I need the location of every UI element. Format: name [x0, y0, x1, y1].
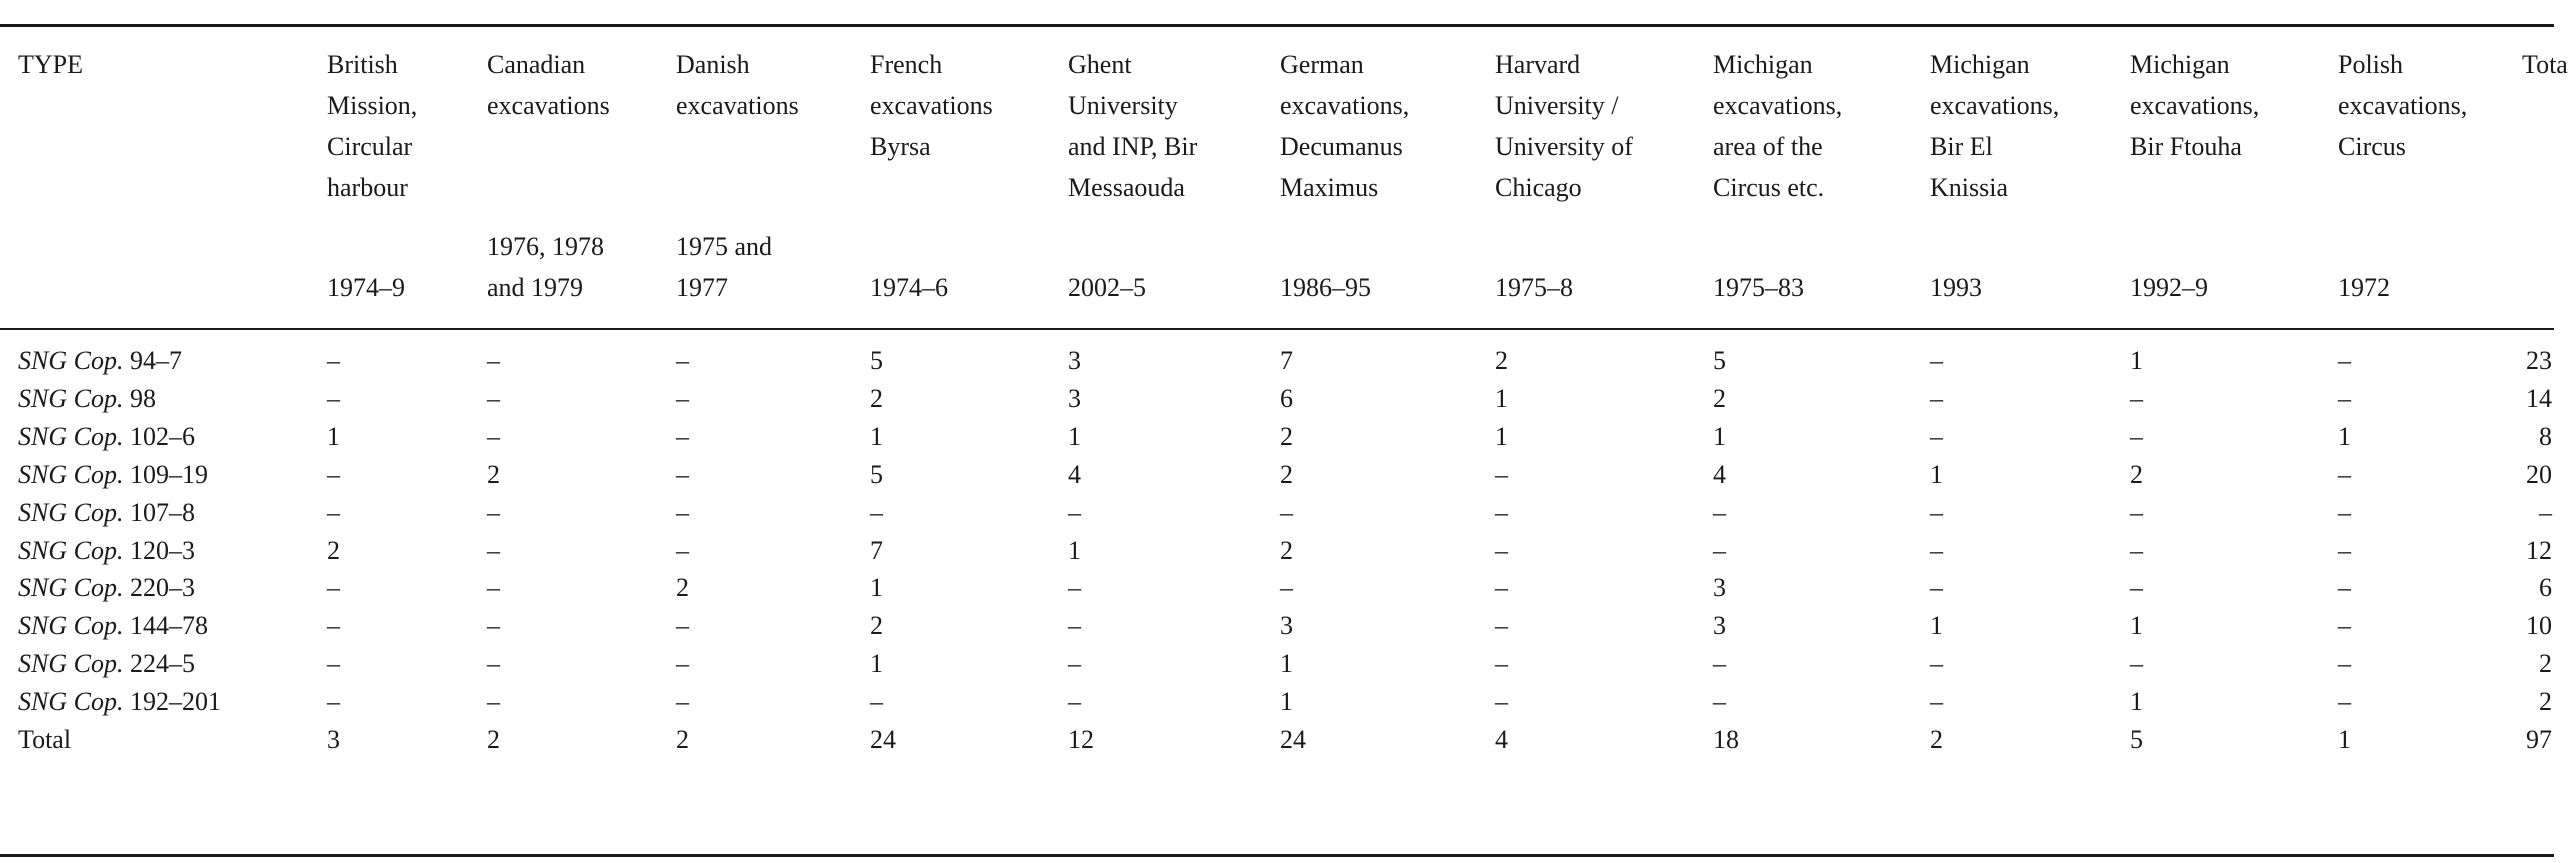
column-header-line: Danish	[676, 50, 750, 79]
count-cell: –	[1280, 573, 1293, 602]
count-cell: –	[2130, 498, 2143, 527]
column-header-line: Byrsa	[870, 132, 931, 161]
column-header-1	[327, 44, 417, 208]
count-cell: 1	[2130, 346, 2143, 375]
column-header-line: Bir Ftouha	[2130, 132, 2242, 161]
column-header-line: University	[1068, 91, 1178, 120]
type-cell	[18, 721, 71, 758]
sng-cop-label: SNG Cop.	[18, 611, 124, 640]
count-cell: –	[487, 649, 500, 678]
count-cell: 1	[1495, 384, 1508, 413]
table-row	[0, 645, 2554, 682]
count-cell: –	[676, 687, 689, 716]
count-cell: –	[1930, 346, 1943, 375]
count-cell: –	[676, 536, 689, 565]
type-cell	[18, 532, 195, 569]
column-header-line: French	[870, 50, 943, 79]
table-row	[0, 494, 2554, 531]
count-cell: 1	[1930, 611, 1943, 640]
count-cell: 4	[1713, 460, 1726, 489]
count-cell: 2	[1930, 725, 1943, 754]
count-cell: –	[2338, 536, 2351, 565]
column-years-5	[1068, 267, 1146, 308]
column-header-line: Polish	[2338, 50, 2404, 79]
table-row	[0, 683, 2554, 720]
sng-cop-label: SNG Cop.	[18, 536, 124, 565]
column-years-1	[327, 267, 405, 308]
count-cell: –	[676, 611, 689, 640]
column-header-11	[2338, 44, 2467, 167]
type-cell	[18, 380, 156, 417]
table-row	[0, 380, 2554, 417]
count-cell: –	[1930, 687, 1943, 716]
count-cell: –	[1930, 573, 1943, 602]
count-cell: 3	[1068, 346, 1081, 375]
column-years-line: 1974–6	[870, 273, 948, 302]
count-cell: 1	[2130, 611, 2143, 640]
column-years-11	[2338, 267, 2390, 308]
count-cell: 12	[1068, 725, 1094, 754]
row-total-cell: 8	[2539, 422, 2552, 451]
column-years-line: and 1979	[487, 273, 584, 302]
column-header-8	[1713, 44, 1842, 208]
count-cell: 1	[1280, 687, 1293, 716]
count-cell: –	[1068, 611, 1081, 640]
row-total-cell: 12	[2526, 536, 2552, 565]
column-header-line: University of	[1495, 132, 1633, 161]
column-header-line: excavations	[870, 91, 993, 120]
type-number: 107–8	[123, 498, 195, 527]
column-header-line: Michigan	[2130, 50, 2230, 79]
column-years-line: 1977	[676, 273, 728, 302]
count-cell: 24	[870, 725, 896, 754]
column-years-line: 1976, 1978	[487, 232, 604, 261]
total-row	[0, 721, 2554, 758]
column-years-9	[1930, 267, 1982, 308]
count-cell: 5	[870, 346, 883, 375]
column-header-line: Maximus	[1280, 173, 1379, 202]
type-number: 120–3	[123, 536, 195, 565]
column-years-line: 1975–8	[1495, 273, 1573, 302]
count-cell: –	[327, 687, 340, 716]
count-cell: 4	[1495, 725, 1508, 754]
count-cell: –	[487, 536, 500, 565]
count-cell: 2	[870, 611, 883, 640]
count-cell: –	[2130, 384, 2143, 413]
count-cell: –	[487, 687, 500, 716]
sng-cop-label: SNG Cop.	[18, 687, 124, 716]
column-header-2	[487, 44, 610, 126]
column-header-6	[1280, 44, 1409, 208]
column-years-3	[676, 226, 772, 308]
count-cell: 1	[327, 422, 340, 451]
sng-cop-label: SNG Cop.	[18, 384, 124, 413]
count-cell: –	[1068, 649, 1081, 678]
column-header-7	[1495, 44, 1633, 208]
count-cell: 18	[1713, 725, 1739, 754]
column-years-line: 1975 and	[676, 232, 773, 261]
count-cell: –	[870, 498, 883, 527]
count-cell: –	[327, 498, 340, 527]
column-years-line: 1974–9	[327, 273, 405, 302]
total-label: Total	[18, 725, 72, 754]
column-header-line: excavations,	[1930, 91, 2060, 120]
count-cell: 2	[676, 573, 689, 602]
count-cell: 3	[1713, 611, 1726, 640]
column-header-line: Canadian	[487, 50, 586, 79]
count-cell: 4	[1068, 460, 1081, 489]
count-cell: 2	[1280, 460, 1293, 489]
column-header-line: Bir El	[1930, 132, 1993, 161]
column-header-10	[2130, 44, 2259, 167]
count-cell: 3	[1068, 384, 1081, 413]
count-cell: 1	[1068, 536, 1081, 565]
row-total-cell: 6	[2539, 573, 2552, 602]
sng-cop-label: SNG Cop.	[18, 498, 124, 527]
column-header-line: excavations	[487, 91, 610, 120]
column-header-line: excavations	[676, 91, 799, 120]
column-header-line: Circus	[2338, 132, 2406, 161]
count-cell: 5	[2130, 725, 2143, 754]
count-cell: –	[2338, 384, 2351, 413]
row-total-cell: 2	[2539, 649, 2552, 678]
column-years-line: 1993	[1930, 273, 1982, 302]
column-header-4	[870, 44, 993, 167]
count-cell: –	[487, 346, 500, 375]
type-cell	[18, 456, 208, 493]
count-cell: –	[2130, 422, 2143, 451]
row-total-cell: 14	[2526, 384, 2552, 413]
column-header-5	[1068, 44, 1197, 208]
count-cell: –	[676, 384, 689, 413]
column-header-line: Michigan	[1930, 50, 2030, 79]
count-cell: 1	[1713, 422, 1726, 451]
count-cell: –	[487, 611, 500, 640]
column-years-4	[870, 267, 948, 308]
count-cell: –	[1713, 498, 1726, 527]
column-header-line: Circular	[327, 132, 413, 161]
count-cell: –	[676, 649, 689, 678]
count-cell: –	[1930, 422, 1943, 451]
column-header-line: Tota	[2522, 50, 2568, 79]
sng-cop-label: SNG Cop.	[18, 573, 124, 602]
type-number: 192–201	[123, 687, 221, 716]
count-cell: –	[327, 649, 340, 678]
column-header-line: excavations,	[2338, 91, 2468, 120]
count-cell: –	[1930, 498, 1943, 527]
count-cell: 3	[327, 725, 340, 754]
column-header-line: excavations,	[1713, 91, 1843, 120]
count-cell: 1	[1495, 422, 1508, 451]
count-cell: –	[327, 346, 340, 375]
count-cell: –	[487, 498, 500, 527]
count-cell: 1	[870, 573, 883, 602]
count-cell: 2	[1280, 422, 1293, 451]
table-row	[0, 532, 2554, 569]
table-row	[0, 342, 2554, 379]
row-total-cell: 23	[2526, 346, 2552, 375]
type-cell	[18, 683, 221, 720]
count-cell: –	[327, 573, 340, 602]
count-cell: 2	[1280, 536, 1293, 565]
count-cell: 1	[1068, 422, 1081, 451]
count-cell: –	[1495, 498, 1508, 527]
table-row	[0, 456, 2554, 493]
type-column-header: TYPE	[18, 50, 83, 79]
count-cell: 1	[2130, 687, 2143, 716]
type-number: 144–78	[123, 611, 208, 640]
type-cell	[18, 342, 182, 379]
count-cell: –	[676, 346, 689, 375]
count-cell: 2	[2130, 460, 2143, 489]
count-cell: 2	[1713, 384, 1726, 413]
count-cell: 2	[487, 725, 500, 754]
column-years-6	[1280, 267, 1371, 308]
column-years-line: 2002–5	[1068, 273, 1146, 302]
count-cell: –	[487, 384, 500, 413]
count-cell: –	[1495, 649, 1508, 678]
count-cell: –	[1068, 687, 1081, 716]
column-header-line: Michigan	[1713, 50, 1813, 79]
table-bottom-rule	[0, 854, 2554, 857]
count-cell: –	[1280, 498, 1293, 527]
column-header-line: German	[1280, 50, 1364, 79]
count-cell: –	[1930, 649, 1943, 678]
count-cell: –	[1495, 687, 1508, 716]
count-cell: –	[2338, 498, 2351, 527]
count-cell: 2	[487, 460, 500, 489]
column-header-line: excavations,	[2130, 91, 2260, 120]
sng-cop-label: SNG Cop.	[18, 422, 124, 451]
column-header-line: Ghent	[1068, 50, 1132, 79]
type-cell	[18, 494, 195, 531]
table-header-rule	[0, 328, 2554, 330]
count-cell: 7	[870, 536, 883, 565]
sng-cop-label: SNG Cop.	[18, 460, 124, 489]
column-header-line: area of the	[1713, 132, 1823, 161]
count-cell: –	[2130, 536, 2143, 565]
column-header-12	[2522, 44, 2568, 85]
count-cell: –	[487, 422, 500, 451]
count-cell: 3	[1713, 573, 1726, 602]
column-header-line: Decumanus	[1280, 132, 1403, 161]
count-cell: 2	[870, 384, 883, 413]
count-cell: –	[1713, 649, 1726, 678]
count-cell: –	[676, 422, 689, 451]
count-cell: 6	[1280, 384, 1293, 413]
column-header-line: British	[327, 50, 398, 79]
type-cell	[18, 569, 195, 606]
column-header-line: and INP, Bir	[1068, 132, 1198, 161]
count-cell: –	[1930, 384, 1943, 413]
count-cell: –	[2130, 649, 2143, 678]
column-header-line: Chicago	[1495, 173, 1582, 202]
sng-cop-label: SNG Cop.	[18, 649, 124, 678]
count-cell: –	[2338, 687, 2351, 716]
count-cell: –	[1495, 536, 1508, 565]
column-years-line: 1972	[2338, 273, 2390, 302]
count-cell: –	[487, 573, 500, 602]
count-cell: 2	[1495, 346, 1508, 375]
column-header-line: Mission,	[327, 91, 418, 120]
table-row	[0, 607, 2554, 644]
count-cell: 5	[870, 460, 883, 489]
count-cell: –	[676, 498, 689, 527]
row-total-cell: 20	[2526, 460, 2552, 489]
table-row	[0, 418, 2554, 455]
column-header-line: Harvard	[1495, 50, 1581, 79]
count-cell: 1	[2338, 725, 2351, 754]
row-total-cell: –	[2539, 498, 2552, 527]
column-header-line: Knissia	[1930, 173, 2008, 202]
count-cell: –	[1495, 460, 1508, 489]
column-header-line: Messaouda	[1068, 173, 1185, 202]
count-cell: 2	[676, 725, 689, 754]
column-header-9	[1930, 44, 2059, 208]
count-cell: –	[2338, 611, 2351, 640]
column-years-line: 1992–9	[2130, 273, 2208, 302]
column-years-2	[487, 226, 604, 308]
count-cell: –	[2338, 346, 2351, 375]
type-cell	[18, 418, 195, 455]
count-cell: –	[2338, 573, 2351, 602]
count-cell: 7	[1280, 346, 1293, 375]
count-cell: 1	[1930, 460, 1943, 489]
column-years-10	[2130, 267, 2208, 308]
count-cell: –	[1068, 498, 1081, 527]
count-cell: –	[327, 611, 340, 640]
count-cell: –	[1713, 536, 1726, 565]
column-years-line: 1986–95	[1280, 273, 1371, 302]
count-cell: 1	[870, 649, 883, 678]
column-years-line: 1975–83	[1713, 273, 1804, 302]
count-cell: 1	[870, 422, 883, 451]
type-cell	[18, 645, 195, 682]
count-cell: 1	[1280, 649, 1293, 678]
count-cell: –	[2130, 573, 2143, 602]
row-total-cell: 97	[2526, 725, 2552, 754]
sng-cop-label: SNG Cop.	[18, 346, 124, 375]
count-cell: 24	[1280, 725, 1306, 754]
count-cell: 5	[1713, 346, 1726, 375]
type-number: 220–3	[123, 573, 195, 602]
count-cell: –	[1495, 573, 1508, 602]
type-number: 94–7	[123, 346, 182, 375]
column-header-line: Circus etc.	[1713, 173, 1825, 202]
count-cell: –	[870, 687, 883, 716]
type-cell	[18, 607, 208, 644]
count-cell: 2	[327, 536, 340, 565]
table-top-rule	[0, 24, 2554, 27]
count-cell: –	[676, 460, 689, 489]
type-number: 98	[123, 384, 156, 413]
count-cell: –	[1068, 573, 1081, 602]
column-header-line: harbour	[327, 173, 408, 202]
count-cell: 3	[1280, 611, 1293, 640]
column-years-7	[1495, 267, 1573, 308]
column-header-line: University /	[1495, 91, 1619, 120]
count-cell: –	[1713, 687, 1726, 716]
column-header-line: excavations,	[1280, 91, 1410, 120]
count-cell: –	[2338, 649, 2351, 678]
table-row	[0, 569, 2554, 606]
count-cell: –	[1495, 611, 1508, 640]
count-cell: –	[327, 384, 340, 413]
column-header-3	[676, 44, 799, 126]
count-cell: –	[327, 460, 340, 489]
type-number: 109–19	[123, 460, 208, 489]
type-number: 224–5	[123, 649, 195, 678]
count-cell: –	[2338, 460, 2351, 489]
column-years-8	[1713, 267, 1804, 308]
row-total-cell: 10	[2526, 611, 2552, 640]
count-cell: –	[1930, 536, 1943, 565]
type-number: 102–6	[123, 422, 195, 451]
row-total-cell: 2	[2539, 687, 2552, 716]
count-cell: 1	[2338, 422, 2351, 451]
